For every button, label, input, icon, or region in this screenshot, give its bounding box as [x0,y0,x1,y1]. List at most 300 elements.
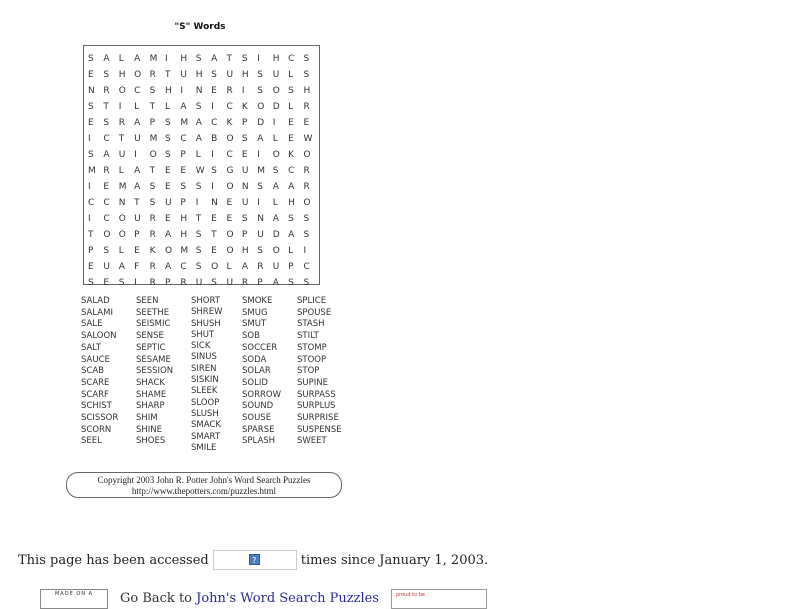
grid-cell: L [134,102,140,112]
grid-cell: T [149,166,156,176]
word-item: SPARSE [242,424,275,435]
grid-cell: U [241,198,249,208]
grid-cell: I [180,86,183,96]
grid-cell: A [195,118,202,128]
grid-cell: F [134,262,140,272]
grid-row [84,227,319,243]
grid-cell: O [272,86,280,96]
grid-cell: M [180,118,189,128]
grid-cell: L [288,102,294,112]
grid-cell: A [134,54,141,64]
word-item: STOP [297,366,320,377]
grid-cell: R [257,262,264,272]
grid-cell: S [149,86,156,96]
grid-cell: L [164,102,170,112]
word-item: SORROW [242,389,281,400]
word-column [191,296,242,454]
grid-cell: I [88,134,91,144]
grid-cell: I [257,198,260,208]
grid-cell: U [103,262,110,272]
word-item: SEPTIC [136,342,166,353]
grid-cell: I [88,182,91,192]
grid-cell: O [103,230,111,240]
grid-cell: S [195,54,202,64]
grid-cell: R [149,230,156,240]
grid-cell: O [226,230,234,240]
grid-cell: A [272,278,279,288]
grid-cell: S [164,150,171,160]
grid-cell: K [241,102,248,112]
grid-cell: P [88,246,94,256]
word-item: SMACK [191,420,221,431]
grid-cell: N [88,86,95,96]
grid-cell: I [118,102,122,112]
grid-cell: S [303,54,310,64]
word-item: SINUS [191,352,217,363]
word-item: SCARE [81,377,110,388]
grid-row [84,195,319,211]
grid-cell: O [164,246,173,256]
grid-cell: H [241,246,249,256]
word-item: SAUCE [81,354,110,365]
grid-cell: A [164,262,172,272]
grid-cell: S [211,70,217,80]
word-item: SOUSE [242,413,272,424]
grid-cell: C [288,166,295,176]
grid-cell: S [164,118,171,128]
grid-cell: O [118,230,126,240]
grid-cell: S [303,70,310,80]
grid-cell: K [288,150,294,160]
grid-cell: E [288,134,294,144]
grid-cell: S [103,118,110,128]
word-item: SENSE [136,331,164,342]
word-item: SPLICE [297,296,327,306]
grid-cell: A [195,134,202,144]
word-item: SLUSH [191,408,219,419]
word-item: SOLID [242,377,268,388]
grid-cell: S [195,262,202,272]
grid-cell: C [288,54,295,64]
word-search-grid [83,45,320,288]
grid-cell: I [211,182,214,192]
grid-cell: S [195,230,202,240]
word-item: SICK [191,341,211,352]
footer [40,589,487,609]
word-item: SUSPENSE [297,424,342,435]
proud-badge-text: proud to be [395,592,425,598]
word-item: STILT [297,331,319,342]
grid-cell: A [180,102,187,112]
grid-cell: R [149,70,156,80]
grid-cell: A [103,54,110,64]
grid-cell: O [118,214,126,224]
grid-cell: E [88,70,94,80]
grid-cell: A [211,54,218,64]
word-item: SALE [81,319,103,330]
grid-cell: P [241,118,248,128]
grid-cell: B [211,134,218,144]
grid-cell: S [257,86,264,96]
word-item: SESAME [136,354,171,365]
broken-image-icon: ? [249,554,260,565]
word-column [297,296,357,454]
word-item: SIREN [191,363,217,374]
grid-cell: P [164,278,171,288]
word-item: SHINE [136,424,163,435]
grid-cell: U [257,230,264,240]
access-counter-line [18,550,488,570]
copyright-text: Copyright 2003 John R. Potter John's Word Search Puzzles [97,475,311,485]
grid-cell: C [88,198,95,208]
grid-row [84,275,319,291]
grid-cell: I [241,86,245,96]
word-item: STASH [297,319,325,330]
word-item: STOMP [297,342,327,353]
grid-cell: K [226,118,233,128]
grid-cell: S [180,182,187,192]
word-item: SLEEK [191,386,218,397]
grid-cell: T [164,70,171,80]
grid-cell: E [226,198,233,208]
grid-cell: S [88,54,94,64]
grid-row [84,211,319,227]
grid-cell: R [226,86,233,96]
grid-row [84,83,319,99]
grid-cell: H [180,54,188,64]
grid-cell: A [118,262,125,272]
grid-cell: O [303,150,311,160]
grid-cell: I [88,214,91,224]
grid-cell: M [118,182,127,192]
grid-cell: I [303,246,307,256]
grid-cell: S [303,214,310,224]
grid-cell: O [226,246,234,256]
grid-cell: T [211,230,217,240]
grid-cell: T [149,102,156,112]
word-item: SMOKE [242,296,273,306]
grid-cell: E [103,278,110,288]
grid-cell: O [149,150,157,160]
grid-cell: E [303,118,310,128]
word-item: SURPRISE [297,413,339,424]
grid-row [84,51,319,67]
grid-cell: R [180,278,187,288]
grid-cell: L [272,198,278,208]
grid-cell: S [211,166,217,176]
go-back-line [120,591,379,606]
grid-cell: I [134,150,137,160]
grid-cell: A [134,166,141,176]
grid-cell: H [180,230,188,240]
grid-cell: R [303,102,310,112]
grid-cell: T [226,54,233,64]
grid-cell: A [103,150,110,160]
word-item: SURPASS [297,389,336,400]
word-item: SCORN [81,424,112,435]
word-item: SOB [242,331,260,342]
grid-cell: K [149,246,156,256]
grid-cell: W [303,134,313,144]
word-item: SHUT [191,329,215,340]
grid-cell: I [164,54,168,64]
word-item: SHORT [191,296,220,306]
word-item: SPOUSE [297,307,332,318]
word-item: SHIM [136,413,158,424]
word-column [81,296,136,454]
grid-cell: O [272,150,280,160]
counter-suffix: times since January 1, 2003. [300,552,489,568]
grid-cell: C [303,262,310,272]
grid-cell: W [195,166,205,176]
grid-cell: S [88,102,94,112]
proud-badge[interactable] [391,589,487,609]
grid-cell: R [303,182,310,192]
grid-cell: S [257,70,264,80]
word-item: SCARF [81,389,109,400]
grid-cell: C [180,262,187,272]
grid-cell: S [303,278,310,288]
grid-row [84,99,319,115]
word-list [81,296,357,454]
grid-cell: S [257,246,264,256]
grid-cell: I [195,198,199,208]
grid-cell: E [211,214,217,224]
word-item: SOCCER [242,342,278,353]
grid-cell: E [241,150,248,160]
grid-cell: S [303,230,310,240]
grid-cell: S [257,182,264,192]
grid-cell: E [164,166,171,176]
grid-cell: A [288,230,295,240]
grid-row [84,259,319,275]
grid-cell: P [149,118,155,128]
grid-cell: T [134,198,140,208]
grid-cell: E [211,246,217,256]
grid-cell: T [118,134,125,144]
word-item: SUPINE [297,377,328,388]
grid-row [84,115,319,131]
grid-cell: A [241,262,249,272]
word-item: SALT [81,342,102,353]
grid-cell: E [103,182,110,192]
word-item: SCAB [81,366,104,377]
grid-row [84,147,319,163]
grid-cell: S [103,70,110,80]
grid-cell: S [195,246,202,256]
word-item: SHACK [136,377,165,388]
word-item: SOUND [242,401,274,412]
grid-cell: S [88,150,94,160]
grid-cell: S [241,54,248,64]
grid-cell: I [211,150,214,160]
grid-cell: R [118,118,126,128]
grid-cell: M [257,166,266,176]
grid-cell: D [272,102,280,112]
grid-cell: H [195,70,203,80]
grid-cell: U [164,198,172,208]
grid-cell: E [180,166,187,176]
grid-cell: P [180,150,186,160]
word-item: SMILE [191,442,217,453]
word-item: SOLAR [242,366,271,377]
grid-cell: E [134,246,140,256]
grid-cell: I [257,54,260,64]
grid-cell: A [134,118,141,128]
grid-cell: U [118,150,126,160]
grid-cell: L [226,262,232,272]
grid-cell: S [88,278,94,288]
grid-cell: A [272,182,279,192]
grid-cell: C [103,198,110,208]
grid-cell: E [88,118,94,128]
grid-cell: S [288,278,294,288]
grid-cell: O [211,262,219,272]
word-item: SMUT [242,319,267,330]
grid-cell: C [211,118,218,128]
grid-cell: N [195,86,203,96]
grid-cell: P [134,230,140,240]
word-item: SEEN [136,296,159,306]
grid-cell: H [241,70,249,80]
grid-cell: S [241,134,248,144]
word-item: SHAME [136,389,167,400]
grid-cell: O [226,182,234,192]
grid-cell: L [272,134,278,144]
grid-cell: I [257,150,260,160]
grid-cell: O [257,102,265,112]
grid-row [84,131,319,147]
copyright-box [66,472,342,498]
grid-cell: O [118,86,126,96]
word-item: SWEET [297,436,327,447]
grid-cell: U [134,214,141,224]
word-item: SCHIST [81,401,112,412]
grid-cell: M [180,246,189,256]
grid-cell: R [103,166,110,176]
word-item: SMART [191,431,221,442]
grid-cell: A [288,182,295,192]
grid-row [84,67,319,83]
hit-counter-image [213,550,297,570]
grid-cell: U [195,278,203,288]
word-item: SEETHE [136,307,170,318]
grid-cell: M [149,134,158,144]
grid-cell: L [118,166,124,176]
grid-cell: E [164,214,171,224]
grid-cell: O [134,70,142,80]
grid-cell: M [149,54,158,64]
grid-cell: E [211,86,217,96]
grid-cell: R [303,166,310,176]
word-column [136,296,191,454]
grid-cell: S [164,134,171,144]
grid-cell: E [288,118,294,128]
grid-cell: U [272,70,280,80]
grid-cell: C [103,214,110,224]
grid-cell: D [257,118,265,128]
word-column [242,296,297,454]
grid-cell: U [226,278,234,288]
word-item: SISKIN [191,375,219,386]
grid-cell: L [288,70,294,80]
grid-cell: L [288,246,294,256]
grid-cell: H [272,54,280,64]
go-back-link[interactable]: John's Word Search Puzzles [196,591,379,606]
word-item: SHARP [136,401,165,412]
copyright-url: http://www.thepotters.com/puzzles.html [131,486,277,496]
grid-cell: O [303,198,311,208]
word-item: SALOON [81,331,117,342]
grid-cell: G [226,166,234,176]
grid-cell: P [241,230,248,240]
grid-cell: C [226,150,233,160]
grid-cell: C [226,102,233,112]
made-on-mac-badge[interactable] [40,589,108,609]
word-item: SCISSOR [81,413,119,424]
grid-cell: T [88,230,94,240]
word-item: SEEL [81,436,102,447]
grid-cell: S [211,278,217,288]
grid-cell: E [226,214,233,224]
grid-cell: N [257,214,265,224]
word-item: SLOOP [191,397,220,408]
word-item: SODA [242,354,267,365]
word-item: SHREW [191,307,223,318]
grid-cell: U [134,134,141,144]
word-item: SMUG [242,307,268,318]
grid-row [84,179,319,195]
grid-cell: I [272,118,276,128]
word-item: SHOES [136,436,166,447]
grid-cell: R [149,278,156,288]
puzzle-title: "S" Words [174,22,226,32]
grid-cell: H [118,70,126,80]
counter-prefix: This page has been accessed [18,552,209,568]
grid-cell: P [257,278,263,288]
word-item: SEISMIC [136,319,171,330]
grid-cell: S [241,214,248,224]
grid-cell: U [241,166,249,176]
grid-cell: P [288,262,294,272]
grid-cell: H [303,86,311,96]
grid-cell: S [195,182,202,192]
grid-cell: C [180,134,187,144]
grid-cell: A [272,214,279,224]
grid-cell: N [241,182,249,192]
grid-cell: T [195,214,202,224]
grid-cell: N [118,198,126,208]
grid-cell: S [288,214,294,224]
grid-cell: R [241,278,249,288]
grid-cell: S [149,198,156,208]
word-item: SPLASH [242,436,276,447]
word-item: SALAMI [81,307,113,318]
grid-cell: H [180,214,188,224]
grid-cell: U [226,70,234,80]
grid-cell: S [288,86,294,96]
grid-cell: I [134,278,137,288]
grid-cell: S [195,102,202,112]
grid-cell: L [118,54,124,64]
grid-cell: C [134,86,141,96]
grid-cell: R [149,262,156,272]
grid-row [84,163,319,179]
grid-cell: I [211,102,214,112]
word-item: SURPLUS [297,401,336,412]
grid-cell: R [103,86,110,96]
word-item: SESSION [136,366,174,377]
